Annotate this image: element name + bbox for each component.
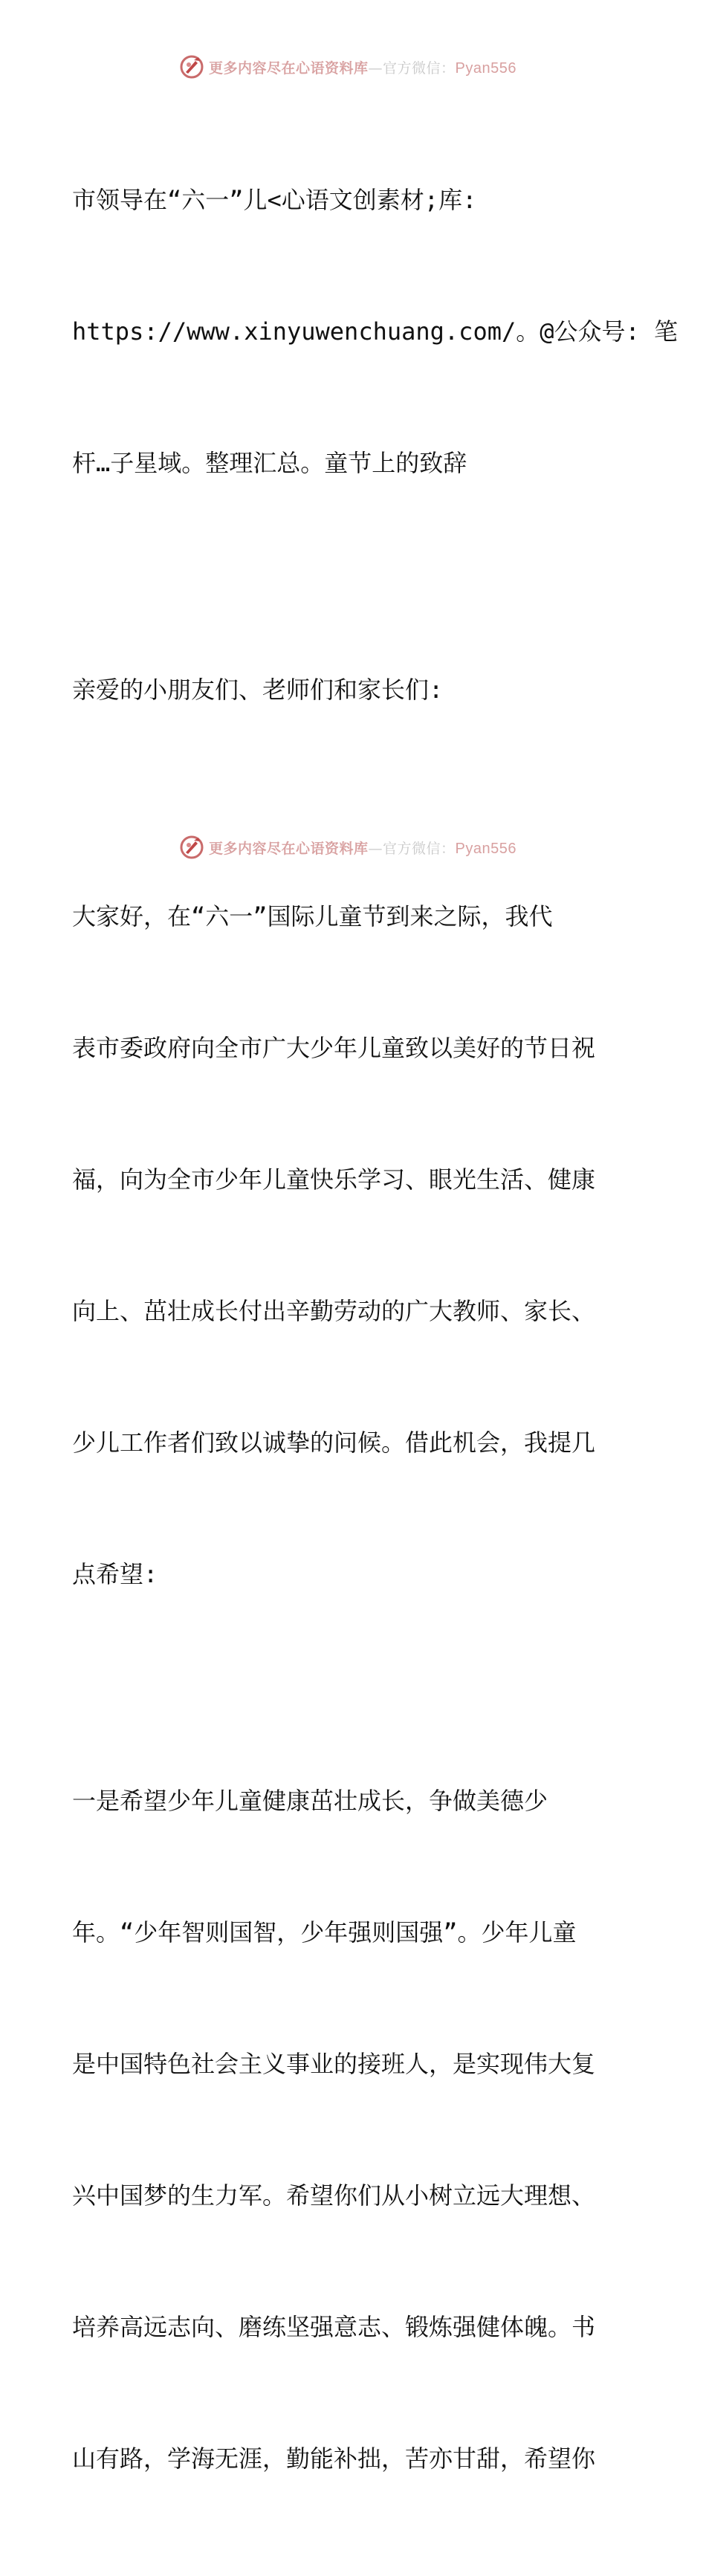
text-line: 少儿工作者们致以诚挚的问候。借此机会，我提几 [72, 1428, 596, 1457]
brand-logo-icon [179, 54, 204, 80]
text-line: 向上、茁壮成长付出辛勤劳动的广大教师、家长、 [72, 1297, 596, 1325]
text-line: 杆…子星域。整理汇总。童节上的致辞 [72, 449, 467, 477]
banner-content [179, 54, 516, 80]
banner-text [209, 57, 516, 77]
paragraph-salutation [72, 580, 637, 800]
text-line: 大家好，在“六一”国际儿童节到来之际，我代 [72, 902, 553, 931]
document-body [72, 91, 679, 2576]
text-line: 点希望: [72, 1560, 158, 1588]
text-line: 年。“少年智则国智，少年强则国强”。少年儿童 [72, 1918, 577, 1946]
text-line: https://www.xinyuwenchuang.com/。@公众号: 笔 [72, 317, 679, 346]
text-line: 是中国特色社会主义事业的接班人，是实现伟大复 [72, 2050, 596, 2078]
text-line: 亲爱的小朋友们、老师们和家长们: [72, 676, 444, 704]
paragraph-hope-one [72, 1692, 637, 2569]
text-line: 表市委政府向全市广大少年儿童致以美好的节日祝 [72, 1034, 596, 1062]
banner-separator: — [368, 59, 383, 77]
paragraph-title [72, 91, 679, 573]
banner-wechat-id: Pyan556 [455, 59, 516, 77]
banner-wechat-label: 官方微信： [383, 59, 456, 77]
header-watermark-banner [0, 52, 706, 82]
banner-separator: — [368, 840, 383, 857]
footer-watermark-banner [0, 832, 706, 862]
text-line: 培养高远志向、磨练坚强意志、锻炼强健体魄。书 [72, 2313, 596, 2341]
banner-text [209, 838, 516, 858]
brand-logo-icon [179, 835, 204, 860]
banner-wechat-label: 官方微信： [383, 840, 456, 857]
text-line: 一是希望少年儿童健康茁壮成长，争做美德少 [72, 1787, 548, 1815]
banner-wechat-id: Pyan556 [455, 840, 516, 857]
text-line: 兴中国梦的生力军。希望你们从小树立远大理想、 [72, 2181, 596, 2210]
banner-main-text: 更多内容尽在心语资料库 [209, 840, 369, 857]
text-line: 福，向为全市少年儿童快乐学习、眼光生活、健康 [72, 1165, 596, 1194]
banner-content [179, 835, 516, 860]
banner-main-text: 更多内容尽在心语资料库 [209, 59, 369, 77]
text-line: 山有路，学海无涯，勤能补拙，苦亦甘甜，希望你 [72, 2444, 596, 2473]
text-line: 市领导在“六一”儿<心语文创素材;库: [72, 186, 477, 214]
paragraph-greeting [72, 807, 637, 1684]
